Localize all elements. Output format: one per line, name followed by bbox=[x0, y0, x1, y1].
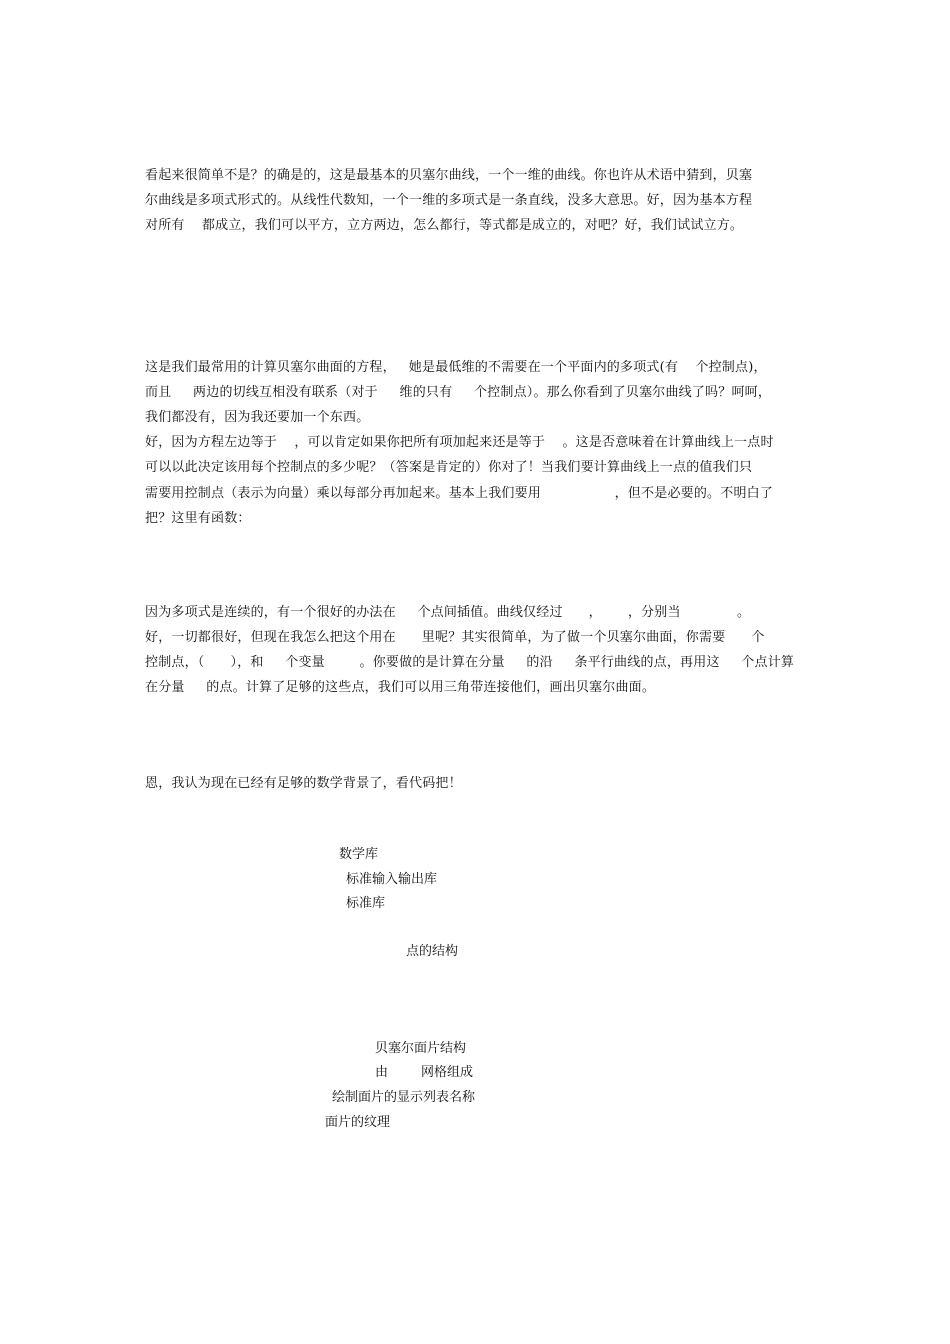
paragraph-3-line-2: 可以以此决定该用每个控制点的多少呢？（答案是肯定的）你对了！当我们要计算曲线上一点的值我们只 bbox=[145, 460, 753, 475]
paragraph-1-line-2: 尔曲线是多项式形式的。从线性代数知，一个一维的多项式是一条直线，没多大意思。好，因为基本方程 bbox=[145, 193, 753, 208]
paragraph-3-line-4: 把？这里有函数： bbox=[145, 511, 251, 526]
code-comment-point-struct: 点的结构 bbox=[406, 944, 459, 959]
code-comment-patch-texture: 面片的纹理 bbox=[325, 1115, 391, 1130]
paragraph-6-line-1: 恩，我认为现在已经有足够的数学背景了，看代码把！ bbox=[145, 776, 462, 791]
code-comment-stdio-lib: 标准输入输出库 bbox=[346, 872, 438, 887]
paragraph-5-line-1: 好，一切都很好，但现在我怎么把这个用在 里呢？其实很简单，为了做一个贝塞尔曲面，你需要 个 bbox=[145, 630, 765, 645]
code-comment-patch-struct: 贝塞尔面片结构 bbox=[375, 1041, 467, 1056]
code-comment-grid-made: 由 网格组成 bbox=[375, 1065, 474, 1080]
code-comment-std-lib: 标准库 bbox=[346, 896, 386, 911]
paragraph-2-line-1: 这是我们最常用的计算贝塞尔曲面的方程， 她是最低维的不需要在一个平面内的多项式(有 个控制点)， bbox=[145, 360, 767, 375]
paragraph-3-line-3: 需要用控制点（表示为向量）乘以每部分再加起来。基本上我们要用 ，但不是必要的。不明白了 bbox=[145, 486, 774, 501]
paragraph-5-line-3: 在分量 的点。计算了足够的这些点，我们可以用三角带连接他们，画出贝塞尔曲面。 bbox=[145, 680, 656, 695]
code-comment-math-lib: 数学库 bbox=[339, 847, 379, 862]
paragraph-3-line-1: 好，因为方程左边等于 ，可以肯定如果你把所有项加起来还是等于 。这是否意味着在计算曲线上一点时 bbox=[145, 435, 774, 450]
paragraph-5-line-2: 控制点，（ ），和 个变量 。你要做的是计算在分量 的沿 条平行曲线的点，再用这 个点计算 bbox=[145, 655, 795, 670]
paragraph-4-line-1: 因为多项式是连续的，有一个很好的办法在 个点间插值。曲线仅经过 ， ，分别当 。 bbox=[145, 605, 751, 620]
paragraph-1-line-3: 对所有 都成立，我们可以平方，立方两边，怎么都行，等式都是成立的，对吧？好，我们试试立方。 bbox=[145, 218, 744, 233]
paragraph-1-line-1: 看起来很简单不是？的确是的，这是最基本的贝塞尔曲线，一个一维的曲线。你也许从术语中猜到，贝塞 bbox=[145, 168, 753, 183]
paragraph-2-line-3: 我们都没有，因为我还要加一个东西。 bbox=[145, 410, 370, 425]
code-comment-display-list: 绘制面片的显示列表名称 bbox=[332, 1090, 476, 1105]
paragraph-2-line-2: 而且 两边的切线互相没有联系（对于 维的只有 个控制点）。那么你看到了贝塞尔曲线了吗？呵呵， bbox=[145, 385, 772, 400]
